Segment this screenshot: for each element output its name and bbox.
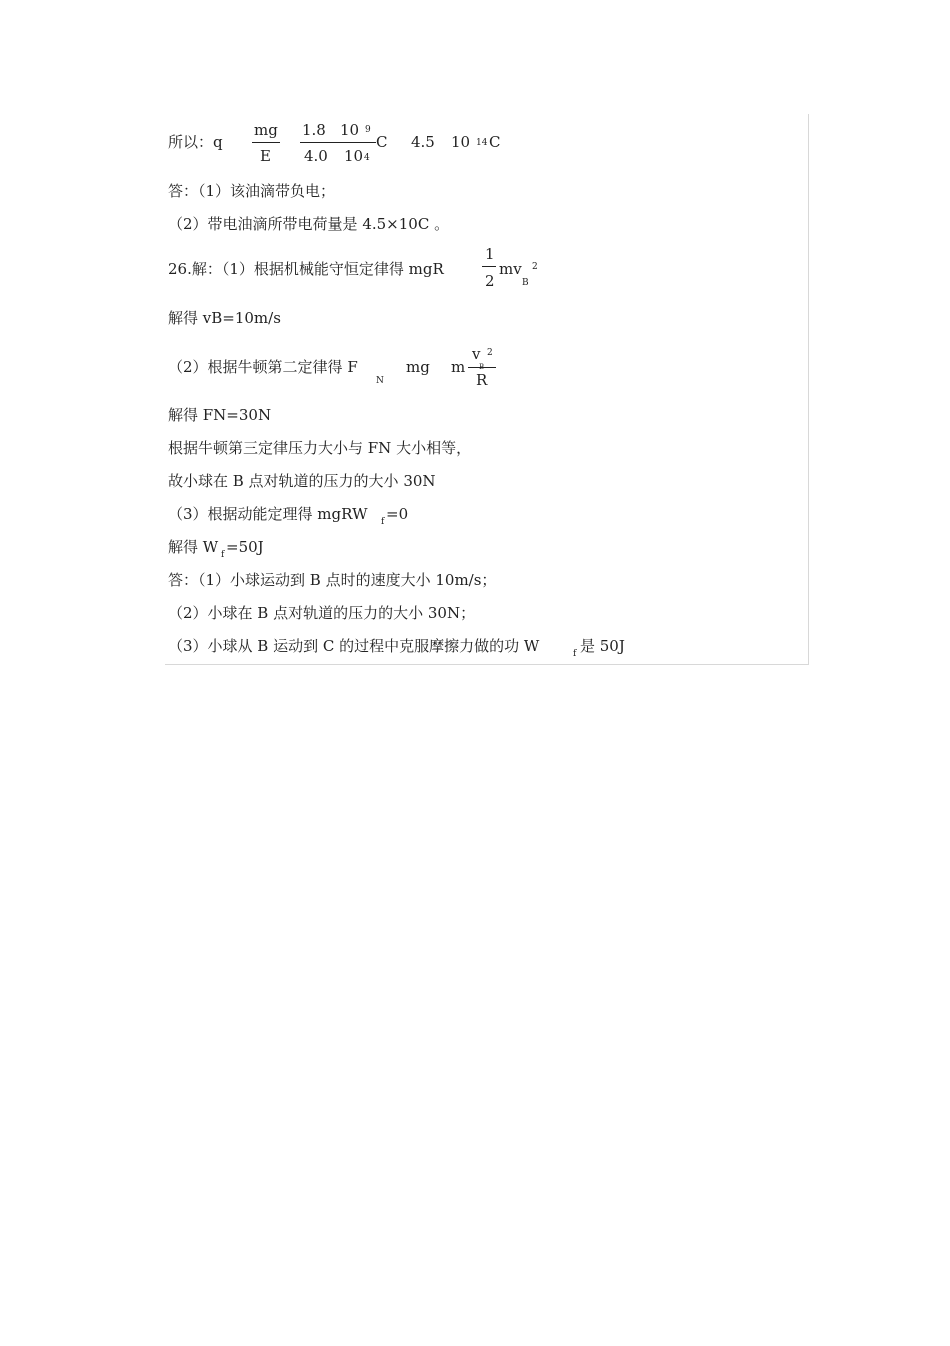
eq1-result-unit: C — [489, 133, 501, 151]
q26-fraction-num: 1 — [485, 245, 495, 263]
answer-line-2 — [168, 215, 449, 233]
wf-sub: f — [221, 550, 225, 560]
final-answer-2: （2）小球在 B 点对轨道的压力的大小 30N； — [168, 604, 476, 622]
newton3-line: 根据牛顿第三定律压力大小与 FN 大小相等， — [168, 439, 472, 457]
part2-line: （2）根据牛顿第二定律得 F — [168, 358, 358, 376]
wf-line: 解得 W — [168, 538, 219, 556]
q26-line: 26.解：（1）根据机械能守恒定律得 mgR — [168, 260, 444, 278]
eq1-num-ten: 10 — [340, 121, 360, 139]
wf-tail: =50J — [226, 538, 264, 556]
eq1-result-ten: 10 — [451, 133, 471, 151]
eq1-den-value: 4.0 — [304, 147, 328, 165]
fn-line: 解得 FN=30N — [168, 406, 272, 424]
eq1-den-ten: 10 — [344, 147, 364, 165]
eq1-den-exp: 4 — [364, 153, 370, 163]
part2-v-sup: 2 — [487, 348, 493, 358]
part3-tail: =0 — [386, 505, 409, 523]
eq1-result-value: 4.5 — [411, 133, 435, 151]
final-answer-3-sub: f — [573, 649, 577, 659]
eq1-unit: C — [376, 133, 388, 151]
part2-v: v — [472, 345, 481, 363]
part2-m: m — [451, 358, 466, 376]
eq1-result-exp: 14 — [476, 138, 488, 148]
eq1-den-e: E — [260, 147, 271, 165]
pressure-line: 故小球在 B 点对轨道的压力的大小 30N — [168, 472, 436, 490]
eq1-num-value: 1.8 — [302, 121, 326, 139]
final-answer-3: （3）小球从 B 运动到 C 的过程中克服摩擦力做的功 W — [168, 637, 540, 655]
eq1-num-mg: mg — [254, 121, 278, 139]
q26-mv: mv — [499, 260, 522, 278]
part3-line: （3）根据动能定理得 mgRW — [168, 505, 368, 523]
q26-sub: B — [522, 278, 529, 288]
q26-sup: 2 — [532, 262, 538, 272]
vb-line: 解得 vB=10m/s — [168, 309, 281, 327]
answer-line-2-tail: C 。 — [417, 215, 450, 233]
part2-r: R — [476, 371, 488, 389]
q26-fraction-den: 2 — [485, 272, 495, 290]
eq1-fraction-bar-1 — [252, 142, 280, 143]
answer-line-1: 答：（1）该油滴带负电； — [168, 182, 336, 200]
eq1-num-exp: 9 — [365, 125, 371, 135]
part2-fraction-bar — [468, 367, 496, 368]
part2-sub: N — [376, 376, 384, 386]
part3-sub: f — [381, 517, 385, 527]
eq1-fraction-bar-2 — [300, 142, 376, 143]
final-answer-1: 答：（1）小球运动到 B 点时的速度大小 10m/s； — [168, 571, 497, 589]
eq1-prefix: 所以：q — [168, 133, 223, 151]
part2-mg: mg — [406, 358, 430, 376]
final-answer-3-tail: 是 50J — [580, 637, 625, 655]
q26-fraction-bar — [482, 266, 496, 267]
answer-line-2-text: （2）带电油滴所带电荷量是 4.5×10 — [168, 215, 418, 233]
